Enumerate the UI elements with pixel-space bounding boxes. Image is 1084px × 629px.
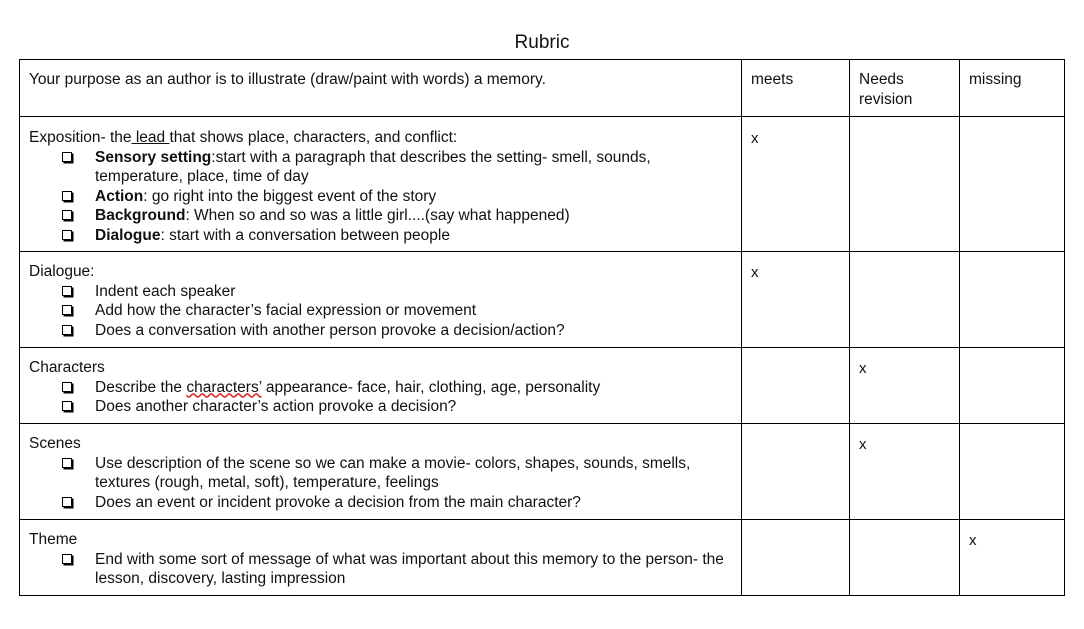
needs-revision-cell [850, 348, 960, 424]
checkbox-icon [62, 554, 72, 564]
list-item: Does an event or incident provoke a decision from the main character? [62, 493, 733, 513]
needs-revision-header: Needs revision [850, 60, 960, 117]
list-item: End with some sort of message of what was important about this memory to the person- the lesson, discovery, lasting impression [62, 550, 733, 589]
meets-header: meets [742, 60, 850, 117]
meets-mark: x [751, 264, 759, 281]
needs-revision-cell [850, 252, 960, 348]
checkbox-icon [62, 401, 72, 411]
rubric-row-characters [20, 348, 1065, 424]
header-row [20, 60, 1065, 117]
criteria-title: Dialogue: [29, 263, 95, 280]
list-item: Action: go right into the biggest event of the story [62, 187, 733, 207]
needs-revision-mark: x [859, 436, 867, 453]
list-item: Dialogue: start with a conversation between people [62, 226, 733, 246]
missing-header: missing [960, 60, 1065, 117]
criteria-cell [20, 348, 742, 424]
checkbox-icon [62, 210, 72, 220]
missing-mark: x [969, 532, 977, 549]
rubric-row-exposition [20, 117, 1065, 252]
missing-cell [960, 252, 1065, 348]
criteria-title: Scenes [29, 435, 81, 452]
checklist [29, 454, 733, 513]
checkbox-icon [62, 286, 72, 296]
meets-mark: x [751, 130, 759, 147]
needs-revision-cell [850, 117, 960, 252]
list-item: Indent each speaker [62, 282, 733, 302]
checklist [29, 282, 733, 341]
criteria-title: Characters [29, 359, 105, 376]
missing-cell [960, 348, 1065, 424]
needs-revision-cell [850, 520, 960, 596]
page-title: Rubric [514, 32, 570, 53]
rubric-row-scenes [20, 424, 1065, 520]
criteria-title: Theme [29, 531, 78, 548]
meets-cell [742, 252, 850, 348]
criteria-cell [20, 252, 742, 348]
checkbox-icon [62, 382, 72, 392]
checkbox-icon [62, 305, 72, 315]
missing-cell [960, 520, 1065, 596]
checkbox-icon [62, 325, 72, 335]
checklist [29, 550, 733, 589]
missing-cell [960, 424, 1065, 520]
criteria-title: Exposition- the lead that shows place, characters, and conflict: [29, 129, 458, 146]
lead-link[interactable]: lead [131, 129, 170, 146]
checklist [29, 378, 733, 417]
checkbox-icon [62, 230, 72, 240]
list-item: Background: When so and so was a little girl....(say what happened) [62, 206, 733, 226]
needs-revision-cell [850, 424, 960, 520]
list-item: Use description of the scene so we can make a movie- colors, shapes, sounds, smells, textures (rough, metal, soft), temperature, feelings [62, 454, 733, 493]
list-item: Describe the characters’ appearance- face, hair, clothing, age, personality [62, 378, 733, 398]
checkbox-icon [62, 497, 72, 507]
criteria-cell [20, 117, 742, 252]
list-item: Add how the character’s facial expression or movement [62, 301, 733, 321]
checklist [29, 148, 733, 246]
meets-cell [742, 348, 850, 424]
checkbox-icon [62, 191, 72, 201]
missing-cell [960, 117, 1065, 252]
criteria-cell [20, 520, 742, 596]
purpose-cell: Your purpose as an author is to illustrate (draw/paint with words) a memory. [20, 60, 742, 117]
rubric-table [19, 59, 1065, 596]
checkbox-icon [62, 458, 72, 468]
rubric-row-theme [20, 520, 1065, 596]
meets-cell [742, 424, 850, 520]
criteria-cell [20, 424, 742, 520]
checkbox-icon [62, 152, 72, 162]
list-item: Does another character’s action provoke a decision? [62, 397, 733, 417]
spellcheck-word: characters’ [186, 378, 262, 396]
list-item: Does a conversation with another person provoke a decision/action? [62, 321, 733, 341]
rubric-row-dialogue [20, 252, 1065, 348]
meets-cell [742, 520, 850, 596]
list-item: Sensory setting:start with a paragraph that describes the setting- smell, sounds, temperature, place, time of day [62, 148, 733, 187]
meets-cell [742, 117, 850, 252]
needs-revision-mark: x [859, 360, 867, 377]
